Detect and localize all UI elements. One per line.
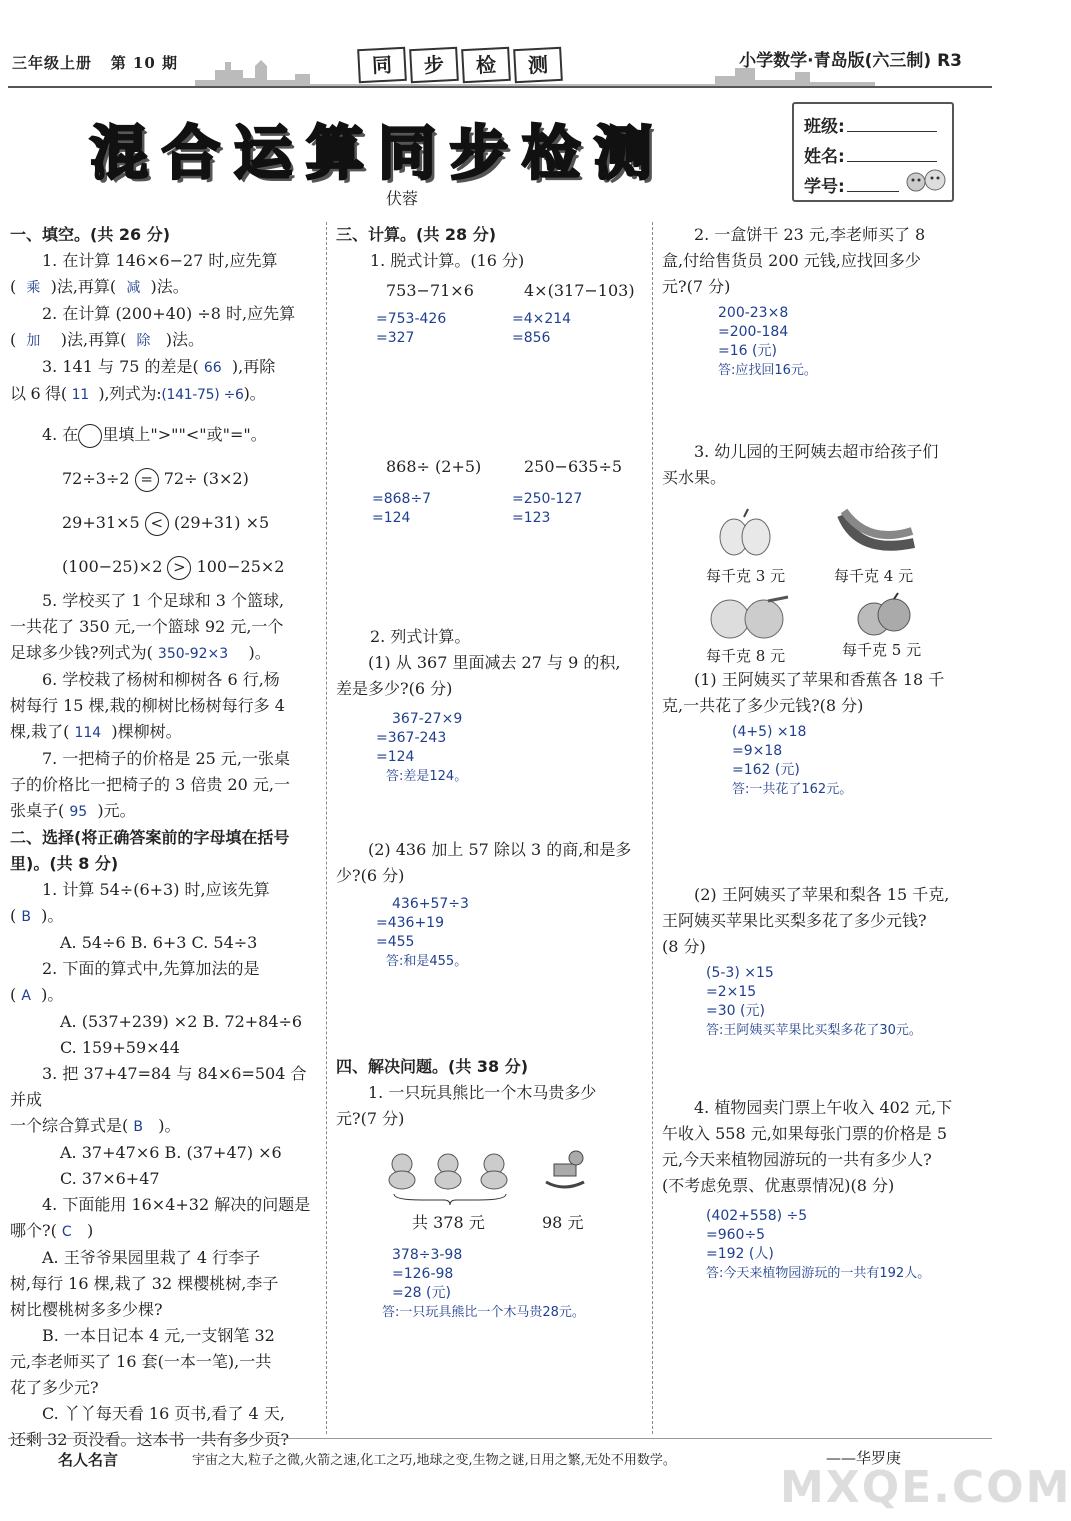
answer: 66: [203, 360, 222, 376]
answer: 加: [26, 333, 41, 349]
fruit-prices: [662, 491, 972, 667]
header-grade: 三年级上册: [12, 54, 93, 72]
question-text: 2. 在计算 (200+40) ÷8 时,应先算: [42, 304, 296, 323]
column-left: 一、填空。(共 26 分) 1. 在计算 146×6−27 时,应先算 ( 乘 )法,再算( 减 )法。 2. 在计算 (200+40) ÷8 时,应先算 ( 加 )法,再算( 除 )法。 3. 141 与 75 的差是( 66 ),再除 以 6 得( 11 ),列式为:(141-75) ÷6)。 4. 在 里填上">""<"或"="。 72÷3÷2 = 72÷ (3×2) 29+31×5 < (29+31) ×5 (100−25)×2 > 100−25×2 5. 学校买了 1 个足球和 3 个篮球, 一共花了 350 元,一个篮球 92 元,一个 足球多少钱?列式为( 350-92×3 )。 6. 学校栽了杨树和柳树各 6 行,杨 树每行 15 棵,栽的柳树比杨树每行多 4 棵,栽了( 114 )棵柳树。 7. 一把椅子的价格是 25 元,一张桌 子的价格比一把椅子的 3 倍贵 20 元,一 张桌子( 95 )元。 二、选择(将正确答案前的字母填在括号 里)。(共 8 分) 1. 计算 54÷(6+3) 时,应该先算 ( B )。 A. 54÷6 B. 6+3 C. 54÷3 2. 下面的算式中,先算加法的是 ( A )。 A. (537+239) ×2 B. 72+84÷6 C. 159+59×44 3. 把 37+47=84 与 84×6=504 合并成 一个综合算式是( B )。 A. 37+47×6 B. (37+47) ×6 C. 37×6+47 4. 下面能用 16×4+32 解决的问题是 哪个?( C ) A. 王爷爷果园里栽了 4 行李子 树,每行 16 棵,栽了 32 棵樱桃树,李子 树比樱桃树多多少棵? B. 一本日记本 4 元,一支钢笔 32 元,李老师买了 16 套(一本一笔),一共 花了多少元? C. 丫丫每天看 16 页书,看了 4 天, 还剩 32 页没看。这本书一共有多少页?: [10, 222, 320, 1453]
footer-quote: 宇宙之大,粒子之微,火箭之速,化工之巧,地球之变,生物之谜,日用之繁,无处不用数学。: [192, 1453, 676, 1468]
answer-block: (4+5) ×18 =9×18 =162 (元) 答:一共花了162元。: [732, 724, 853, 797]
class-label: 班级:: [804, 117, 845, 137]
header-divider: [8, 86, 992, 88]
class-field[interactable]: [804, 112, 937, 137]
animals-icon: [904, 162, 948, 196]
answer-block: (5-3) ×15 =2×15 =30 (元) 答:王阿姨买苹果比买梨多花了30元。: [706, 965, 922, 1038]
answer: (141-75) ÷6: [161, 387, 244, 403]
header-subject: 小学数学·青岛版(六三制) R3: [739, 51, 962, 71]
question-text: 1. 一只玩具熊比一个木马贵多少: [368, 1083, 597, 1102]
question-text: 7. 一把椅子的价格是 25 元,一张桌: [42, 749, 290, 768]
answer: 除: [136, 333, 151, 349]
answer: 减: [126, 280, 141, 296]
banner-char: 步: [409, 47, 459, 83]
answer: A: [21, 988, 31, 1004]
question-text: (2) 王阿姨买了苹果和梨各 15 千克,: [694, 885, 950, 904]
circle-icon: [78, 424, 102, 448]
comparison-circle: <: [145, 512, 169, 536]
toy-figure: [336, 1132, 646, 1244]
question-text: 4. 植物园卖门票上午收入 402 元,下: [694, 1098, 953, 1117]
number-field[interactable]: [804, 172, 899, 197]
watermark: MXQE.COM: [780, 1462, 1071, 1513]
banana-icon: [838, 505, 918, 559]
question-text: (2) 436 加上 57 除以 3 的商,和是多: [368, 840, 632, 859]
footer-label: 名人名言: [58, 1451, 119, 1469]
section-heading: 四、解决问题。(共 38 分): [336, 1057, 529, 1076]
question-text: (1) 王阿姨买了苹果和香蕉各 18 千: [694, 670, 945, 689]
question-text: 2. 下面的算式中,先算加法的是: [42, 959, 260, 978]
bears-total-label: 共 378 元: [412, 1213, 485, 1232]
column-divider: [652, 222, 653, 1434]
section-heading: 二、选择(将正确答案前的字母填在括号: [10, 828, 290, 847]
comparison-circle: >: [167, 556, 191, 580]
question-text: 6. 学校栽了杨树和柳树各 6 行,杨: [42, 670, 280, 689]
banner-char: 检: [461, 47, 511, 83]
banner-char: 同: [357, 47, 407, 83]
brace-icon: [392, 1192, 508, 1206]
apple-price: 每千克 5 元: [842, 641, 922, 659]
pear-price: 每千克 3 元: [706, 567, 786, 585]
question-text: 3. 141 与 75 的差是(: [42, 357, 199, 376]
pear-icon: [714, 507, 776, 557]
horse-price-label: 98 元: [542, 1213, 584, 1232]
calc-block: 753−71×6 =753-426 =327 4×(317−103) =4×214 =856: [376, 281, 635, 346]
answer: 350-92×3: [157, 646, 229, 662]
answer-block: 200-23×8 =200-184 =16 (元) 答:应找回16元。: [718, 305, 817, 378]
column-right: 2. 一盒饼干 23 元,李老师买了 8 盒,付给售货员 200 元钱,应找回多少 元?(7 分) 200-23×8 =200-184 =16 (元) 答:应找回16元。 3. 幼儿园的王阿姨去超市给孩子们 买水果。 每千克 3 元 每千克 4 元 每千克 8 元 每千克 5 元 (1) 王阿姨买了苹果和香蕉各 18 千 克,一共花了多少元钱?(8 分) (4+5) ×18 =9×18 =162 (元) 答:一共花了162元。 (2) 王阿姨买了苹果和梨各 15 千克, 王阿姨买苹果比买梨多花了多少元钱? (8 分) (5-3) ×15 =2×15 =30 (元) 答:王阿姨买苹果比买梨多花了30元。 4. 植物园卖门票上午收入 402 元,下 午收入 558 元,如果每张门票的价格是 5 元,今天来植物园游玩的一共有多少人? (不考虑免票、优惠票情况)(8 分) (402+558) ÷5 =960÷5 =192 (人) 答:今天来植物园游玩的一共有192人。: [662, 222, 972, 1284]
column-middle: 三、计算。(共 28 分) 1. 脱式计算。(16 分) 753−71×6 =753-426 =327 4×(317−103) =4×214 =856 868÷ (2+5) =868÷7 =124 250−635÷5 =250-127 =123 2. 列式计算。 (1) 从 367 里面减去 27 与 9 的积, 差是多少?(6 分) 367-27×9 =367-243 =124 答:差是124。 (2) 436 加上 57 除以 3 的商,和是多 少?(6 分) 436+57÷3 =436+19 =455 答:和是455。 四、解决问题。(共 38 分) 1. 一只玩具熊比一个木马贵多少 元?(7 分) 共 378 元 98 元 378÷3-98 =126-98 =28 (元) 答:一只玩具熊比一个木马贵28元。: [336, 222, 646, 1323]
question-text: 2. 一盒饼干 23 元,李老师买了 8: [694, 225, 926, 244]
header-issue: 第 10 期: [110, 54, 179, 72]
apple-icon: [854, 591, 914, 637]
answer: B: [133, 1119, 143, 1135]
sync-test-banner: [330, 40, 590, 88]
answer-block: 436+57÷3 =436+19 =455 答:和是455。: [376, 896, 469, 969]
orange-price: 每千克 8 元: [706, 647, 786, 665]
answer: 95: [69, 804, 88, 820]
question-text: 3. 幼儿园的王阿姨去超市给孩子们: [694, 442, 939, 461]
answer-block: (402+558) ÷5 =960÷5 =192 (人) 答:今天来植物园游玩的一共有192人。: [706, 1208, 931, 1281]
question-text: 5. 学校买了 1 个足球和 3 个篮球,: [42, 591, 285, 610]
question-text: 3. 把 37+47=84 与 84×6=504 合并成: [10, 1064, 307, 1109]
question-text: (1) 从 367 里面减去 27 与 9 的积,: [368, 653, 621, 672]
answer: 114: [74, 725, 102, 741]
section-heading: 三、计算。(共 28 分): [336, 225, 497, 244]
name-label: 姓名:: [804, 147, 845, 167]
rocking-horse-icon: [540, 1148, 588, 1188]
orange-icon: [708, 595, 800, 641]
question-text: 1. 计算 54÷(6+3) 时,应该先算: [42, 880, 270, 899]
answer: B: [21, 909, 31, 925]
question-text: 4. 下面能用 16×4+32 解决的问题是: [42, 1195, 311, 1214]
page-title: 混合运算同步检测: [90, 119, 667, 187]
answer-block: 378÷3-98 =126-98 =28 (元) 答:一只玩具熊比一个木马贵28元。: [382, 1247, 585, 1320]
teddy-bear-icon: [380, 1150, 520, 1190]
banner-char: 测: [513, 47, 563, 83]
column-divider: [326, 222, 327, 1434]
section-heading: 一、填空。(共 26 分): [10, 225, 171, 244]
comparison-circle: =: [135, 468, 159, 492]
footer-author: ——华罗庚: [826, 1449, 902, 1467]
number-label: 学号:: [804, 177, 845, 197]
header-grade-issue: [12, 52, 178, 73]
answer: C: [61, 1224, 72, 1240]
author: 伏蓉: [386, 189, 419, 208]
answer-block: 367-27×9 =367-243 =124 答:差是124。: [376, 711, 468, 784]
calc-block: 868÷ (2+5) =868÷7 =124 250−635÷5 =250-127 =123: [372, 457, 623, 526]
question-text: 1. 在计算 146×6−27 时,应先算: [42, 251, 278, 270]
student-info-box: [792, 102, 954, 202]
banana-price: 每千克 4 元: [834, 567, 914, 585]
answer: 乘: [26, 280, 41, 296]
answer: 11: [71, 387, 89, 403]
